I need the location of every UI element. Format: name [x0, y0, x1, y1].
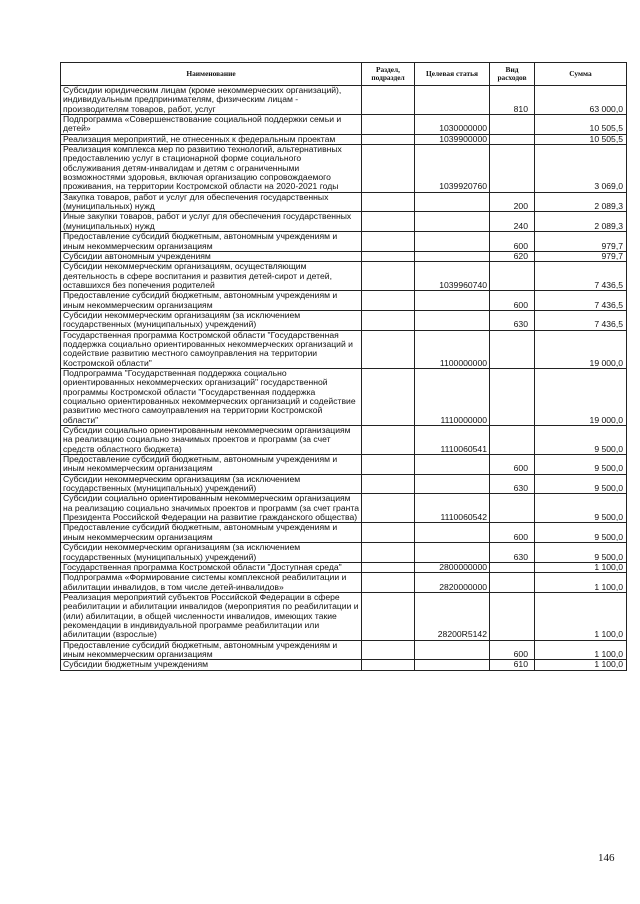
row-target-cell [415, 640, 490, 660]
row-type-cell [490, 330, 535, 368]
row-section-cell [362, 86, 415, 115]
row-section-cell [362, 368, 415, 425]
row-section-cell [362, 562, 415, 572]
row-type-cell: 630 [490, 310, 535, 330]
row-name-cell: Подпрограмма «Формирование системы комплексной реабилитации и абилитации инвалидов, в том числе детей-инвалидов» [61, 573, 362, 593]
row-target-cell [415, 543, 490, 563]
row-target-cell [415, 232, 490, 252]
row-sum-cell: 979,7 [535, 251, 627, 261]
row-target-cell [415, 212, 490, 232]
row-type-cell [490, 145, 535, 193]
table-row [61, 660, 627, 670]
table-row [61, 494, 627, 523]
page-number: 146 [598, 852, 615, 864]
row-name-cell: Субсидии некоммерческим организациям, осуществляющим деятельность в сфере воспитания и развития детей-сирот и детей, оставшихся без попечения родителей [61, 262, 362, 291]
row-section-cell [362, 145, 415, 193]
row-sum-cell: 2 089,3 [535, 212, 627, 232]
row-type-cell: 600 [490, 455, 535, 475]
row-section-cell [362, 310, 415, 330]
column-header-type: Вид расходов [490, 63, 535, 86]
row-type-cell: 810 [490, 86, 535, 115]
row-sum-cell: 9 500,0 [535, 494, 627, 523]
row-name-cell: Закупка товаров, работ и услуг для обеспечения государственных (муниципальных) нужд [61, 192, 362, 212]
row-target-cell [415, 251, 490, 261]
row-target-cell [415, 660, 490, 670]
row-name-cell: Субсидии автономным учреждениям [61, 251, 362, 261]
row-sum-cell: 10 505,5 [535, 134, 627, 144]
row-name-cell: Реализация мероприятий, не отнесенных к федеральным проектам [61, 134, 362, 144]
row-sum-cell: 3 069,0 [535, 145, 627, 193]
row-type-cell: 630 [490, 543, 535, 563]
row-section-cell [362, 573, 415, 593]
table-row [61, 640, 627, 660]
table-row [61, 455, 627, 475]
row-section-cell [362, 134, 415, 144]
row-type-cell [490, 368, 535, 425]
table-row [61, 134, 627, 144]
table-row [61, 262, 627, 291]
table-row [61, 562, 627, 572]
row-section-cell [362, 426, 415, 455]
row-name-cell: Реализация мероприятий субъектов Российской Федерации в сфере реабилитации и абилитации инвалидов (мероприятия по реабилитации и (или) абилитации, в общей численности инвалидов, имеющих такие рекомендации в индивидуальной программе реабилитации или абилитации (взрослые) [61, 592, 362, 640]
row-target-cell [415, 86, 490, 115]
row-type-cell: 600 [490, 232, 535, 252]
row-target-cell: 1039960740 [415, 262, 490, 291]
row-section-cell [362, 592, 415, 640]
row-sum-cell: 9 500,0 [535, 426, 627, 455]
row-name-cell: Субсидии некоммерческим организациям (за исключением государственных (муниципальных) учреждений) [61, 310, 362, 330]
row-sum-cell: 7 436,5 [535, 262, 627, 291]
row-name-cell: Субсидии бюджетным учреждениям [61, 660, 362, 670]
row-type-cell [490, 562, 535, 572]
row-section-cell [362, 543, 415, 563]
row-type-cell [490, 262, 535, 291]
row-section-cell [362, 660, 415, 670]
row-sum-cell: 1 100,0 [535, 562, 627, 572]
row-target-cell [415, 474, 490, 494]
row-name-cell: Предоставление субсидий бюджетным, автономным учреждениям и иным некоммерческим организациям [61, 640, 362, 660]
table-row [61, 291, 627, 311]
row-sum-cell: 1 100,0 [535, 592, 627, 640]
row-section-cell [362, 455, 415, 475]
table-row [61, 192, 627, 212]
table-row [61, 115, 627, 135]
row-name-cell: Государственная программа Костромской области "Доступная среда" [61, 562, 362, 572]
row-sum-cell: 9 500,0 [535, 523, 627, 543]
table-row [61, 543, 627, 563]
row-section-cell [362, 291, 415, 311]
row-sum-cell: 1 100,0 [535, 573, 627, 593]
row-section-cell [362, 474, 415, 494]
table-row [61, 310, 627, 330]
row-target-cell: 1110000000 [415, 368, 490, 425]
row-name-cell: Подпрограмма «Совершенствование социальной поддержки семьи и детей» [61, 115, 362, 135]
column-header-sum: Сумма [535, 63, 627, 86]
row-sum-cell: 9 500,0 [535, 543, 627, 563]
table-row [61, 330, 627, 368]
row-name-cell: Субсидии юридическим лицам (кроме некоммерческих организаций), индивидуальным предпринимателям, физическим лицам - производителям товаров, работ, услуг [61, 86, 362, 115]
row-type-cell: 600 [490, 291, 535, 311]
column-header-name: Наименование [61, 63, 362, 86]
row-target-cell [415, 291, 490, 311]
table-row [61, 251, 627, 261]
row-section-cell [362, 232, 415, 252]
row-name-cell: Иные закупки товаров, работ и услуг для обеспечения государственных (муниципальных) нужд [61, 212, 362, 232]
row-target-cell: 2820000000 [415, 573, 490, 593]
row-sum-cell: 9 500,0 [535, 455, 627, 475]
row-target-cell: 1110060541 [415, 426, 490, 455]
row-section-cell [362, 330, 415, 368]
row-type-cell: 200 [490, 192, 535, 212]
table-row [61, 232, 627, 252]
row-name-cell: Предоставление субсидий бюджетным, автономным учреждениям и иным некоммерческим организациям [61, 291, 362, 311]
row-sum-cell: 2 089,3 [535, 192, 627, 212]
row-target-cell: 1110060542 [415, 494, 490, 523]
row-name-cell: Реализация комплекса мер по развитию технологий, альтернативных предоставлению услуг в стационарной форме социального обслуживания детям-инвалидам и детям с ограниченными возможностями здоровья, включая организацию сопровождаемого проживания, на территории Костромской области на 2020-2021 годы [61, 145, 362, 193]
row-target-cell: 1030000000 [415, 115, 490, 135]
row-type-cell [490, 573, 535, 593]
row-section-cell [362, 251, 415, 261]
row-name-cell: Предоставление субсидий бюджетным, автономным учреждениям и иным некоммерческим организациям [61, 523, 362, 543]
row-type-cell [490, 426, 535, 455]
table-row [61, 368, 627, 425]
row-target-cell: 1100000000 [415, 330, 490, 368]
row-section-cell [362, 523, 415, 543]
table-header-row [61, 63, 627, 86]
row-type-cell [490, 494, 535, 523]
table-row [61, 145, 627, 193]
row-sum-cell: 19 000,0 [535, 368, 627, 425]
row-type-cell [490, 115, 535, 135]
row-section-cell [362, 494, 415, 523]
row-name-cell: Субсидии некоммерческим организациям (за исключением государственных (муниципальных) учреждений) [61, 474, 362, 494]
row-target-cell [415, 192, 490, 212]
row-name-cell: Государственная программа Костромской области "Государственная поддержка социально ориентированных некоммерческих организаций и содействие развитию местного самоуправления на территории Костромской области" [61, 330, 362, 368]
row-target-cell [415, 455, 490, 475]
row-target-cell: 2800000000 [415, 562, 490, 572]
row-type-cell: 240 [490, 212, 535, 232]
row-target-cell: 28200R5142 [415, 592, 490, 640]
row-sum-cell: 1 100,0 [535, 640, 627, 660]
row-section-cell [362, 262, 415, 291]
row-section-cell [362, 212, 415, 232]
budget-table [60, 62, 627, 671]
row-sum-cell: 1 100,0 [535, 660, 627, 670]
row-target-cell [415, 523, 490, 543]
row-type-cell: 600 [490, 523, 535, 543]
row-section-cell [362, 115, 415, 135]
table-row [61, 474, 627, 494]
row-sum-cell: 63 000,0 [535, 86, 627, 115]
row-type-cell [490, 592, 535, 640]
row-sum-cell: 7 436,5 [535, 291, 627, 311]
row-section-cell [362, 640, 415, 660]
row-sum-cell: 7 436,5 [535, 310, 627, 330]
row-sum-cell: 19 000,0 [535, 330, 627, 368]
row-section-cell [362, 192, 415, 212]
row-type-cell: 610 [490, 660, 535, 670]
row-type-cell: 630 [490, 474, 535, 494]
row-target-cell: 1039900000 [415, 134, 490, 144]
row-sum-cell: 10 505,5 [535, 115, 627, 135]
table-row [61, 523, 627, 543]
row-name-cell: Подпрограмма "Государственная поддержка социально ориентированных некоммерческих организаций" государственной программы Костромской области "Государственная поддержка социально ориентированных некоммерческих организаций и содействие развитию местного самоуправления на территории Костромской области" [61, 368, 362, 425]
column-header-target: Целевая статья [415, 63, 490, 86]
row-name-cell: Субсидии социально ориентированным некоммерческим организациям на реализацию социально значимых проектов и программ (за счет гранта Президента Российской Федерации на развитие гражданского общества) [61, 494, 362, 523]
table-row [61, 592, 627, 640]
column-header-section: Раздел, подраздел [362, 63, 415, 86]
table-row [61, 86, 627, 115]
row-sum-cell: 979,7 [535, 232, 627, 252]
row-sum-cell: 9 500,0 [535, 474, 627, 494]
row-name-cell: Предоставление субсидий бюджетным, автономным учреждениям и иным некоммерческим организациям [61, 455, 362, 475]
row-type-cell: 600 [490, 640, 535, 660]
row-name-cell: Предоставление субсидий бюджетным, автономным учреждениям и иным некоммерческим организациям [61, 232, 362, 252]
table-row [61, 573, 627, 593]
table-row [61, 212, 627, 232]
row-target-cell [415, 310, 490, 330]
row-name-cell: Субсидии некоммерческим организациям (за исключением государственных (муниципальных) учреждений) [61, 543, 362, 563]
table-row [61, 426, 627, 455]
row-type-cell: 620 [490, 251, 535, 261]
row-name-cell: Субсидии социально ориентированным некоммерческим организациям на реализацию социально значимых проектов и программ (за счет средств областного бюджета) [61, 426, 362, 455]
table-body [61, 86, 627, 671]
row-type-cell [490, 134, 535, 144]
row-target-cell: 1039920760 [415, 145, 490, 193]
